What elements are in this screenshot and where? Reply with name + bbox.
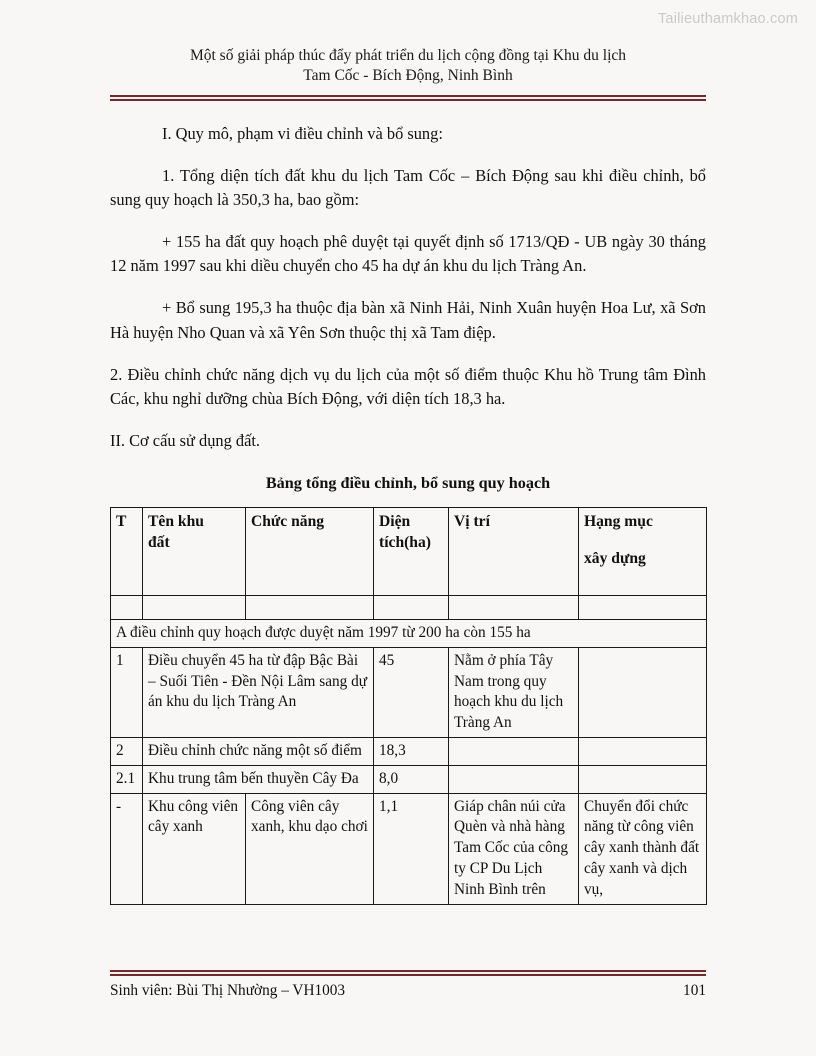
dien-tich-line-1: Diện (379, 513, 411, 530)
footer-student-name: Sinh viên: Bùi Thị Nhường – VH1003 (110, 982, 346, 999)
row-2-1-ten-khu-dat: Khu trung tâm bến thuyền Cây Đa (143, 765, 374, 793)
row-dash-chuc-nang: Công viên cây xanh, khu dạo chơi (246, 793, 374, 904)
hang-muc-line-2: xây dựng (584, 550, 646, 568)
ten-khu-dat-line-2: đất (148, 534, 170, 552)
table-row (111, 737, 707, 765)
header-line-2: Tam Cốc - Bích Động, Ninh Bình (303, 67, 513, 85)
column-header-chuc-nang: Chức năng (246, 508, 374, 596)
table-row (111, 647, 707, 737)
row-2-t: 2 (111, 737, 143, 765)
document-header (110, 0, 706, 87)
row-1-vi-tri: Nằm ở phía Tây Nam trong quy hoạch khu du lịch Tràng An (449, 647, 579, 737)
row-1-ten-khu-dat: Điều chuyển 45 ha từ đập Bậc Bài – Suối Tiên - Đền Nội Lâm sang dự án khu du lịch Tràng An (143, 647, 374, 737)
row-2-vi-tri (449, 737, 579, 765)
row-1-hang-muc (579, 647, 707, 737)
row-2-1-dien-tich: 8,0 (374, 765, 449, 793)
column-header-t: T (111, 508, 143, 596)
table-spacer-row (111, 596, 707, 620)
column-header-vi-tri: Vị trí (449, 508, 579, 596)
page-content (110, 0, 706, 905)
column-header-ten-khu-dat (143, 508, 246, 596)
table-header-row (111, 508, 707, 596)
spacer-cell-vi-tri (449, 596, 579, 620)
ten-khu-dat-line-1: Tên khu (148, 513, 204, 530)
spacer-cell-ten-khu-dat (143, 596, 246, 620)
plan-table (110, 507, 707, 905)
column-header-hang-muc-xay-dung (579, 508, 707, 596)
row-2-hang-muc (579, 737, 707, 765)
table-title: Bảng tổng điều chỉnh, bổ sung quy hoạch (265, 474, 551, 492)
section-label-a: A điều chỉnh quy hoạch được duyệt năm 1997 từ 200 ha còn 155 ha (111, 620, 707, 648)
row-dash-vi-tri: Giáp chân núi cửa Quèn và nhà hàng Tam Cốc của công ty CP Du Lịch Ninh Bình trên (449, 793, 579, 904)
row-2-1-t: 2.1 (111, 765, 143, 793)
row-1-dien-tich: 45 (374, 647, 449, 737)
row-dash-ten-khu-dat: Khu công viên cây xanh (143, 793, 246, 904)
row-2-1-hang-muc (579, 765, 707, 793)
row-2-1-vi-tri (449, 765, 579, 793)
paragraph-2: + 155 ha đất quy hoạch phê duyệt tại quyết định số 1713/QĐ - UB ngày 30 tháng 12 năm 1997 sau khi diều chuyển cho 45 ha dự án khu du lịch Tràng An. (110, 232, 706, 276)
row-2-dien-tich: 18,3 (374, 737, 449, 765)
paragraph-1: 1. Tổng diện tích đất khu du lịch Tam Cốc – Bích Động sau khi điều chỉnh, bổ sung quy hoạch là 350,3 ha, bao gồm: (110, 166, 706, 210)
section-heading-1: I. Quy mô, phạm vi điều chỉnh và bổ sung: (162, 123, 443, 143)
watermark: Tailieuthamkhao.com (657, 11, 798, 27)
table-row (111, 793, 707, 904)
footer-page-number: 101 (683, 982, 706, 999)
spacer-cell-t (111, 596, 143, 620)
paragraph-3: + Bổ sung 195,3 ha thuộc địa bàn xã Ninh Hải, Ninh Xuân huyện Hoa Lư, xã Sơn Hà huyện Nho Quan và xã Yên Sơn thuộc thị xã Tam điệp. (110, 298, 706, 342)
page-footer (110, 970, 706, 1000)
header-line-1: Một số giải pháp thúc đẩy phát triển du lịch cộng đồng tại Khu du lịch (189, 47, 627, 64)
dien-tich-line-2: tích(ha) (379, 534, 431, 552)
footer-row (110, 976, 706, 1000)
table-section-row (111, 620, 707, 648)
section-heading-2: II. Cơ cấu sử dụng đất. (110, 430, 261, 450)
hang-muc-line-1: Hạng mục (584, 513, 653, 530)
spacer-cell-chuc-nang (246, 596, 374, 620)
column-header-dien-tich (374, 508, 449, 596)
row-1-t: 1 (111, 647, 143, 737)
paragraph-4: 2. Điều chỉnh chức năng dịch vụ du lịch của một số điểm thuộc Khu hồ Trung tâm Đình Các, khu nghỉ dưỡng chùa Bích Động, với diện tích 18,3 ha. (110, 364, 706, 408)
table-row (111, 765, 707, 793)
row-2-ten-khu-dat: Điều chỉnh chức năng một số điểm (143, 737, 374, 765)
spacer-cell-dien-tich (374, 596, 449, 620)
row-dash-t: - (111, 793, 143, 904)
row-dash-hang-muc: Chuyển đổi chức năng từ công viên cây xanh thành đất cây xanh và dịch vụ, (579, 793, 707, 904)
row-dash-dien-tich: 1,1 (374, 793, 449, 904)
spacer-cell-hang-muc (579, 596, 707, 620)
